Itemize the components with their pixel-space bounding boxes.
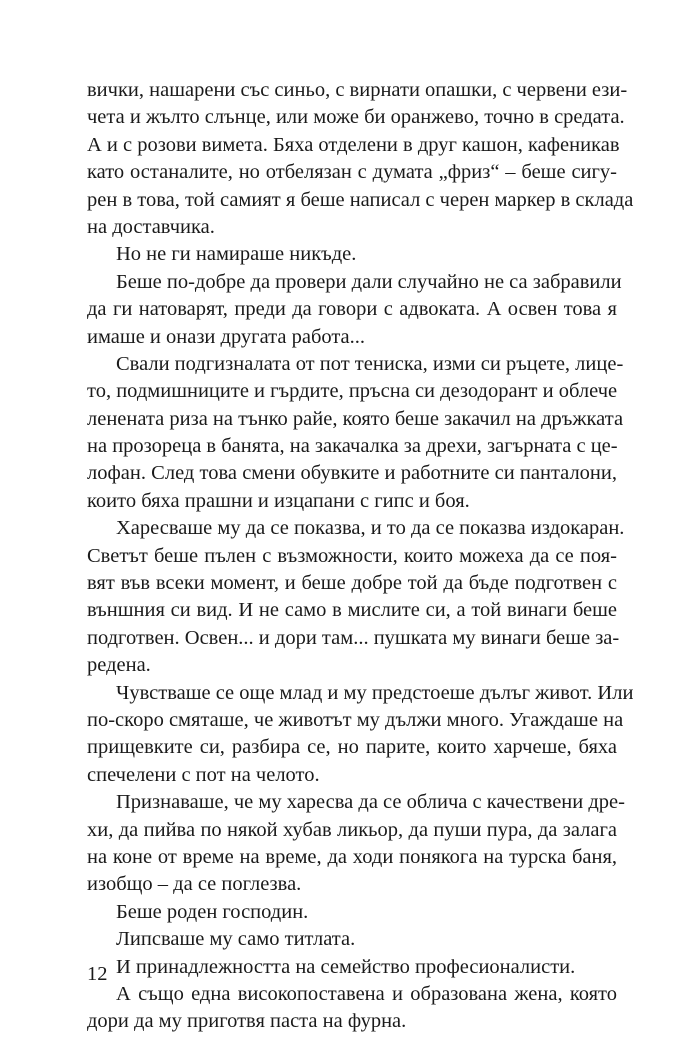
text-line: подготвен. Освен... и дори там... пушката му винаги беше за-	[87, 626, 620, 649]
text-line: Светът беше пълен с възможности, които можеха да се поя-	[87, 544, 617, 567]
paragraph	[87, 926, 617, 953]
paragraph	[87, 269, 622, 351]
paragraph	[87, 241, 617, 268]
text-line: изобщо – да се поглезва.	[87, 873, 302, 896]
text-line: то, подмишниците и гърдите, пръсна си дезодорант и облече	[87, 380, 618, 403]
text-line: които бяха прашни и изцапани с гипс и боя.	[87, 489, 470, 512]
paragraph	[87, 680, 634, 790]
paragraph	[87, 77, 634, 241]
text-line: И принадлежността на семейство професионалисти.	[116, 955, 576, 978]
text-line: Чувстваше се още млад и му предстоеше дълъг живот. Или	[116, 681, 634, 704]
text-line: Беше роден господин.	[116, 900, 309, 923]
paragraph	[87, 351, 624, 515]
paragraph	[87, 954, 617, 981]
text-line: спечелени с пот на челото.	[87, 763, 320, 786]
text-line: Беше по-добре да провери дали случайно не са забравили	[116, 270, 622, 293]
text-line: да ги натоварят, преди да говори с адвоката. А освен това я	[87, 298, 617, 321]
text-line: А също една високопоставена и образована жена, която	[116, 982, 617, 1005]
text-line: на коне от време на време, да ходи понякога на турска баня,	[87, 845, 617, 868]
text-line: лофан. След това смени обувките и работните си панталони,	[87, 462, 617, 485]
text-line: Свали подгизналата от пот тениска, изми си ръцете, лице-	[116, 352, 624, 375]
text-line: ленената риза на тънко райе, която беше закачил на дръжката	[87, 407, 624, 430]
text-line: Признаваше, че му харесва да се облича с качествени дре-	[116, 791, 625, 814]
text-line: хи, да пийва по някой хубав ликьор, да пуши пура, да залага	[87, 818, 617, 841]
text-line: вят във всеки момент, и беше добре той да бъде подготвен с	[87, 572, 617, 595]
text-line: по-скоро смяташе, че животът му дължи много. Угаждаше на	[87, 708, 624, 731]
text-line: имаше и онази другата работа...	[87, 325, 366, 348]
text-line: външния си вид. И не само в мислите си, а той винаги беше	[87, 599, 617, 622]
text-line: дори да му приготвя паста на фурна.	[87, 1010, 407, 1033]
page-body	[87, 77, 634, 1036]
paragraph	[87, 981, 617, 1036]
text-line: като останалите, но отбелязан с думата „фриз“ – беше сигу-	[87, 161, 617, 184]
text-line: Харесваше му да се показва, и то да се показва издокаран.	[116, 517, 625, 540]
text-line: рен в това, той самият я беше написал с черен маркер в склада	[87, 188, 634, 211]
text-line: А и с розови вимета. Бяха отделени в друг кашон, кафеникав	[87, 133, 620, 156]
text-line: на доставчика.	[87, 215, 215, 238]
paragraph	[87, 899, 617, 926]
text-line: вички, нашарени със синьо, с вирнати опашки, с червени ези-	[87, 79, 628, 101]
page-number: 12	[87, 963, 108, 985]
text-line: чета и жълто слънце, или може би оранжево, точно в средата.	[87, 106, 625, 129]
text-line: Но не ги намираше никъде.	[116, 243, 357, 266]
text-line: прищевките си, разбира се, но парите, които харчеше, бяха	[87, 736, 617, 759]
paragraph	[87, 789, 625, 899]
text-line: Липсваше му само титлата.	[116, 928, 356, 951]
paragraph	[87, 515, 625, 679]
text-line: редена.	[87, 654, 151, 677]
text-line: на прозореца в банята, на закачалка за дрехи, загърната с це-	[87, 435, 618, 458]
